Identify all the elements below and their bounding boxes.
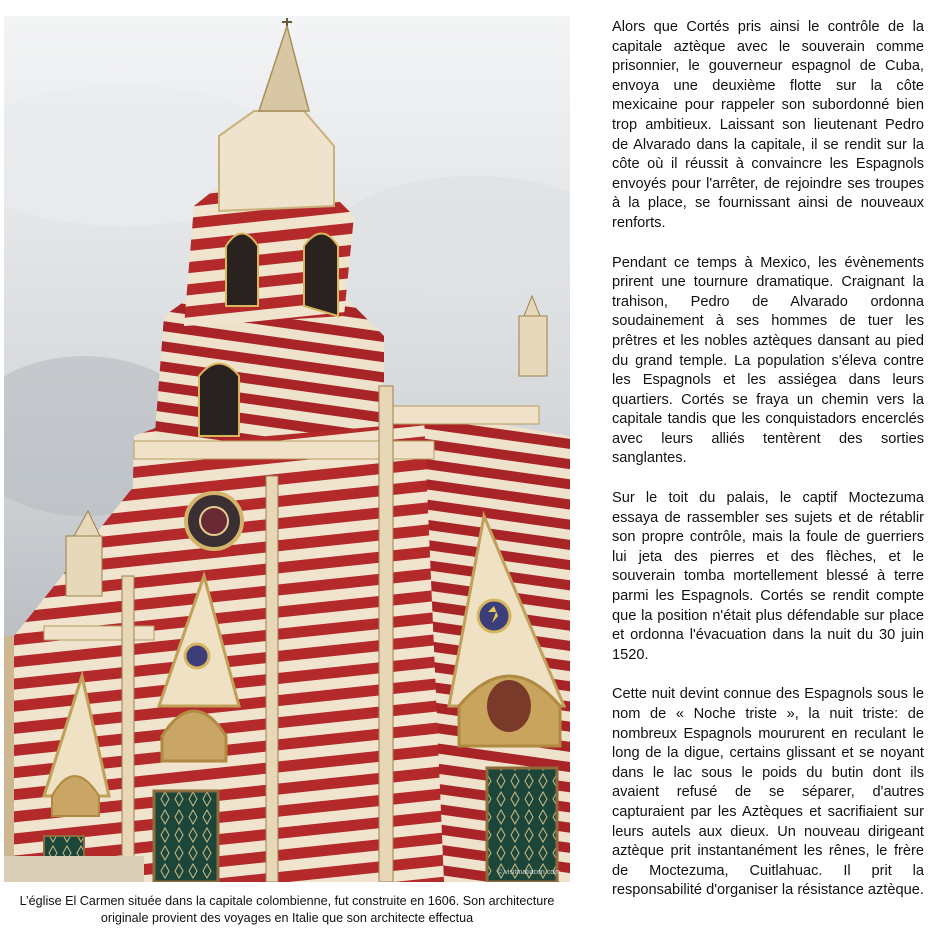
church-photo bbox=[4, 16, 570, 882]
paragraph: Alors que Cortés pris ainsi le contrôle de la capitale aztèque avec le souverain comme prisonnier, le gouverneur espagnol de Cuba, envoya une deuxième flotte sur la côte mexicaine pour rappeler son subordonné bien trop ambitieux. Laissant son lieutenant Pedro de Alvarado dans la capitale, il se rendit sur la côte où il réussit à convaincre les Espagnols envoyés pour l'arrêter, de rejoindre ses troupes à la place, se fournissant ainsi de nouveaux renforts. bbox=[612, 19, 924, 231]
photo-caption: L’église El Carmen située dans la capitale colombienne, fut construite en 1606. Son architecture originale provient des voyages en Italie que son architecte effectua bbox=[19, 894, 555, 925]
photo-watermark: © visitmatiacon.com bbox=[497, 869, 560, 876]
paragraph: Cette nuit devint connue des Espagnols sous le nom de « Noche triste », la nuit triste: de nombreux Espagnols moururent en reculant le long de la digue, certains glissant et se noyant dans le lac sous le poids du butin dont ils avaient refusé de se séparer, d'autres capturaient par les Aztèques et sacrifiaient sur leurs autels aux dieux. Un nouveau dirigeant aztèque prit instantanément les rênes, le frère de Moctezuma, Cuitlahuac. Il prit la responsabilité d'organiser la résistance aztèque. bbox=[612, 686, 924, 899]
paragraph: Pendant ce temps à Mexico, les évènements prirent une tournure dramatique. Craignant la trahison, Pedro de Alvarado ordonna soudainement à ses hommes de tuer les prêtres et les nobles aztèques dansant au pied du grand temple. La population s'éleva contre les Espagnols et les assiégea dans leurs quartiers. Cortés se fraya un chemin vers la capitale tandis que les conquistadors encerclés avec leurs alliés tentèrent des sorties sanglantes. bbox=[612, 254, 924, 467]
church-illustration bbox=[4, 16, 570, 882]
paragraph: Sur le toit du palais, le captif Moctezuma essaya de rassembler ses sujets et de rétablir son propre contrôle, mais la foule de guerriers lui jeta des pierres et des flèches, et le souverain tomba mortellement blessé à terre parmi les Espagnols. Cortés se rendit compte que la position n'était plus défendable sur place et ordonna l'évacuation dans la nuit du 30 juin 1520. bbox=[612, 490, 924, 663]
article-text bbox=[612, 18, 924, 921]
